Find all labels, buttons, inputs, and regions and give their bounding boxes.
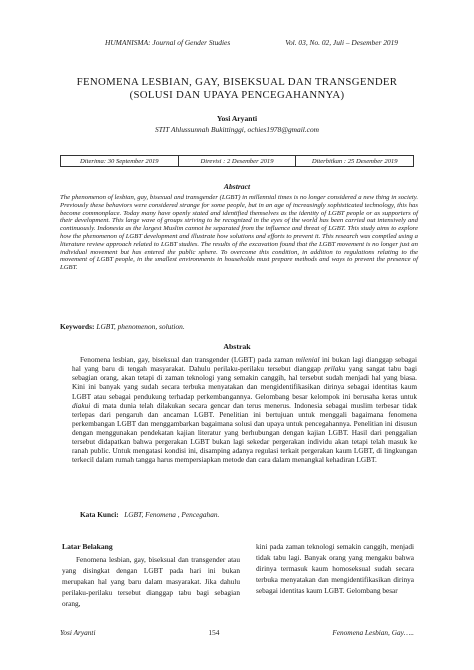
keywords-label: Keywords: — [60, 322, 95, 331]
paper-title — [60, 76, 414, 102]
abstrak-italic-1: milenial — [295, 355, 320, 364]
kata-kunci — [80, 510, 219, 519]
journal-name: HUMANISMA: Journal of Gender Studies — [105, 38, 231, 47]
abstrak-italic-2: prilaku — [324, 364, 346, 374]
body-right-column — [256, 541, 414, 596]
keywords — [60, 322, 185, 331]
abstrak-part-3: yang sangat tabu bagi sebagian orang, akan tetapi di zaman teknologi yang semakin canggih, hal tersebut sudah menjadi hal yang biasa. Kini ini banyak yang sudah secara terbuka menyatakan dan mengidentifikasikan dirinya sebagai identitas kaum LGBT atau sebagai pendukung terhadap perkembangannya. Gelombang besar kelompok ini berusaha keras untuk — [72, 364, 418, 401]
abstrak-part-1: Fenomena lesbian, gay, biseksual dan transgender (LGBT) pada zaman — [80, 355, 296, 364]
body-right-text: kini pada zaman teknologi semakin canggih, menjadi tidak tabu lagi. Banyak orang yang mengaku bahwa dirinya termasuk kaum homoseksual sudah secara terbuka menyatakan dan mengidentifikasikan dirinya sebagai identitas kaum LGBT. Gelombang besar — [256, 542, 414, 596]
abstrak-text — [72, 355, 417, 465]
abstrak-italic-3: diakui — [72, 400, 91, 410]
title-line-1: FENOMENA LESBIAN, GAY, BISEKSUAL DAN TRANSGENDER — [76, 76, 398, 88]
abstrak-part-4: di mata dunia telah dilakukan secara gencar dan terus menerus. Indonesia sebagai muslim terbesar tidak terlepas dari pengaruh dan ancaman LGBT. Penelitian ini bertujuan untuk menggali bagaimana fenomena perkembangan LGBT dan menggambarkan bagaimana solusi dan upaya untuk pencegahannya. Penelitian ini disusun dengan menggunakan pendekatan kajian literatur yang berhubungan dengan kajian LGBT. Hasil dari penggalian tersebut didapatkan bahwa pergerakan LGBT bukan lagi sekedar pergerakan individu akan tetapi telah masuk ke ranah public. Untuk mengatasi kondisi ini, disamping adanya regulasi terkait pergerakan kaum LGBT, di lingkungan terkecil dalam rumah tangga harus mempersiapkan metode dan cara dalam menangkal kehadiran LGBT. — [72, 400, 417, 465]
body-left-column — [62, 541, 240, 610]
section-heading: Latar Belakang — [62, 542, 113, 551]
keywords-value: LGBT, phenomenon, solution. — [96, 322, 185, 331]
author-name: Yosi Aryanti — [216, 114, 258, 123]
abstract-heading: Abstract — [223, 182, 251, 191]
kata-kunci-label: Kata Kunci: — [80, 510, 119, 519]
date-received: Diterima: 30 September 2019 — [60, 156, 179, 166]
page-number: 154 — [208, 628, 220, 637]
body-left-text: Fenomena lesbian, gay, biseksual dan transgender atau yang disingkat dengan LGBT pada hari ini bukan merupakan hal yang baru dalam masyarakat. Jika dahulu perilaku-perilaku tersebut dianggap tabu bagi sebagian orang, — [62, 555, 240, 609]
abstract-text: The phenomenon of lesbian, gay, bisexual and transgender (LGBT) in millennial times is no longer considered a new thing in society. Previously these behaviors were considered strange for some people, but in an age of increasingly sophisticated technology, this has become commonplace. Today many have openly stated and identified themselves as the identity of LGBT people or as supporters of their development. This large wave of groups striving to be recognized in the eyes of the world has been carried out intensively and continuously. Indonesia as the largest Muslim cannot be separated from the influence and threat of LGBT. This study aims to explore how the phenomenon of LGBT development and illustrate how solutions and efforts to prevent it. This research was compiled using a literature review approach related to LGBT studies. The results of the excavation found that the LGBT movement is no longer just an individual movement but has entered the public sphere. To overcome this condition, in addition to regulations relating to the movement of LGBT people, in the smallest environments in households must prepare methods and ways to prevent the presence of LGBT. — [60, 194, 418, 272]
date-revised: Direvisi : 2 Desember 2019 — [179, 156, 297, 166]
dates-bar — [60, 155, 414, 167]
abstrak-part-2: ini bukan lagi dianggap sebagai hal yang baru di tengah masyarakat. Dahulu perilaku-perilaku tersebut dianggap — [72, 355, 417, 374]
page-footer — [60, 628, 414, 637]
author-affiliation: STIT Ahlussunnah Bukittinggi, ochies1978@gmail.com — [155, 125, 319, 134]
title-line-2: (SOLUSI DAN UPAYA PENCEGAHANNYA) — [129, 89, 345, 101]
footer-author: Yosi Aryanti — [60, 628, 96, 637]
kata-kunci-value: LGBT, Fenomena , Pencegahan. — [124, 510, 220, 519]
date-published: Diterbitkan : 25 Desember 2019 — [296, 156, 414, 166]
running-header — [105, 38, 398, 47]
footer-short-title: Fenomena Lesbian, Gay….. — [332, 628, 414, 637]
volume-info: Vol. 03, No. 02, Juli – Desember 2019 — [285, 38, 398, 47]
body-left-paragraph — [62, 554, 240, 609]
abstrak-heading: Abstrak — [223, 342, 251, 351]
